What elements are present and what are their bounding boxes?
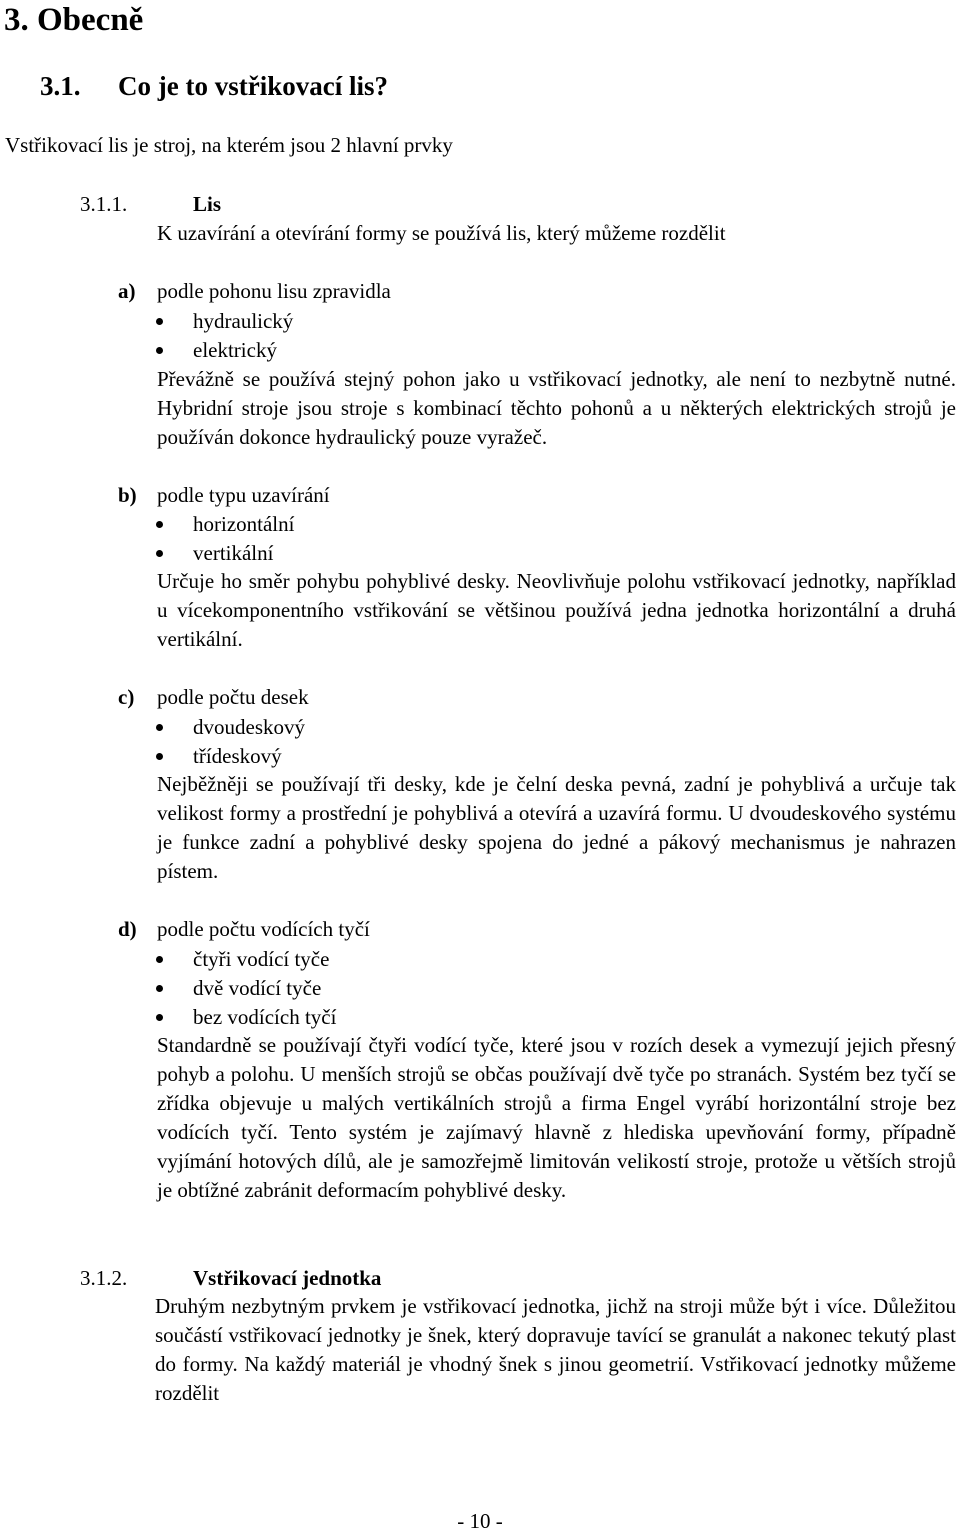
group-d-paragraph: Standardně se používají čtyři vodící tyče, které jsou v rozích desek a vymezují jejich přesný pohyb a polohu. U menších strojů se občas používají dvě tyče po stranách. Systém bez tyčí se zřídka objevuje u malých vertikálních strojů a firma Engel vyrábí horizontální stroje bez vodících tyčí. Tento systém je zajímavý hlavně z hlediska upevňování formy, případně vyjímání hotových dílů, ale je samozřejmě limitován velikostí stroje, protože u větších strojů je obtížné zabránit deformacím pohyblivé desky. xyxy=(157,1033,956,1202)
list-item: bez vodících tyčí xyxy=(193,1005,337,1029)
page-number: - 10 - xyxy=(457,1509,503,1533)
list-item: čtyři vodící tyče xyxy=(193,947,330,971)
bullet-icon xyxy=(156,956,163,963)
subsection-title-jednotka: Vstřikovací jednotka xyxy=(193,1266,382,1290)
subsection-paragraph-jednotka: Druhým nezbytným prvkem je vstřikovací jednotka, jichž na stroji může být i více. Důležitou součástí vstřikovací jednotky je šnek, který dopravuje tavící se granulát a nakonec tekutý plast do formy. Na každý materiál je vhodný šnek s jinou geometrií. Vstřikovací jednotky můžeme rozdělit xyxy=(155,1294,956,1405)
group-b-letter: b) xyxy=(118,483,137,507)
chapter-heading xyxy=(4,0,143,40)
list-item: dvoudeskový xyxy=(193,715,305,739)
subsection-lead-lis: K uzavírání a otevírání formy se používá lis, který můžeme rozdělit xyxy=(157,221,726,245)
bullet-icon xyxy=(156,521,163,528)
subsection-title-lis: Lis xyxy=(193,192,222,216)
list-item: hydraulický xyxy=(193,309,294,333)
group-d-letter: d) xyxy=(118,917,137,941)
bullet-icon xyxy=(156,318,163,325)
list-item: elektrický xyxy=(193,338,277,362)
bullet-icon xyxy=(156,724,163,731)
list-item: vertikální xyxy=(193,541,274,565)
chapter-title: Obecně xyxy=(37,2,144,38)
list-item: třídeskový xyxy=(193,744,282,768)
chapter-number: 3. xyxy=(4,2,29,38)
bullet-icon xyxy=(156,347,163,354)
intro-text: Vstřikovací lis je stroj, na kterém jsou 2 hlavní prvky xyxy=(5,133,453,157)
group-b-paragraph: Určuje ho směr pohybu pohyblivé desky. Neovlivňuje polohu vstřikovací jednotky, například u vícekomponentního vstřikování se většinou používá jedna jednotka horizontální a druhá vertikální. xyxy=(157,569,956,651)
section-heading xyxy=(0,70,960,102)
subsection-number-lis: 3.1.1. xyxy=(80,192,128,216)
section-number: 3.1. xyxy=(40,71,81,101)
group-d-title: podle počtu vodících tyčí xyxy=(157,917,370,941)
group-c-title: podle počtu desek xyxy=(157,685,309,709)
group-a-letter: a) xyxy=(118,279,136,303)
list-item: horizontální xyxy=(193,512,295,536)
bullet-icon xyxy=(156,550,163,557)
bullet-icon xyxy=(156,985,163,992)
list-item: dvě vodící tyče xyxy=(193,976,322,1000)
section-title: Co je to vstřikovací lis? xyxy=(118,71,388,101)
bullet-icon xyxy=(156,753,163,760)
group-a-paragraph: Převážně se používá stejný pohon jako u vstřikovací jednotky, ale není to nezbytně nutné. Hybridní stroje jsou stroje s kombinací těchto pohonů a u některých elektrických strojů je používán dokonce hydraulický pouze vyražeč. xyxy=(157,367,956,449)
group-c-paragraph: Nejběžněji se používají tři desky, kde je čelní deska pevná, zadní je pohyblivá a určuje tak velikost formy a prostřední je pohyblivá a otevírá a uzavírá formu. U dvoudeskového systému je funkce zadní a pohyblivé desky spojena do jedné a pákový mechanismus je nahrazen pístem. xyxy=(157,772,956,883)
group-b-title: podle typu uzavírání xyxy=(157,483,330,507)
group-c-letter: c) xyxy=(118,685,135,709)
subsection-number-jednotka: 3.1.2. xyxy=(80,1266,128,1290)
group-a-title: podle pohonu lisu zpravidla xyxy=(157,279,391,303)
bullet-icon xyxy=(156,1014,163,1021)
